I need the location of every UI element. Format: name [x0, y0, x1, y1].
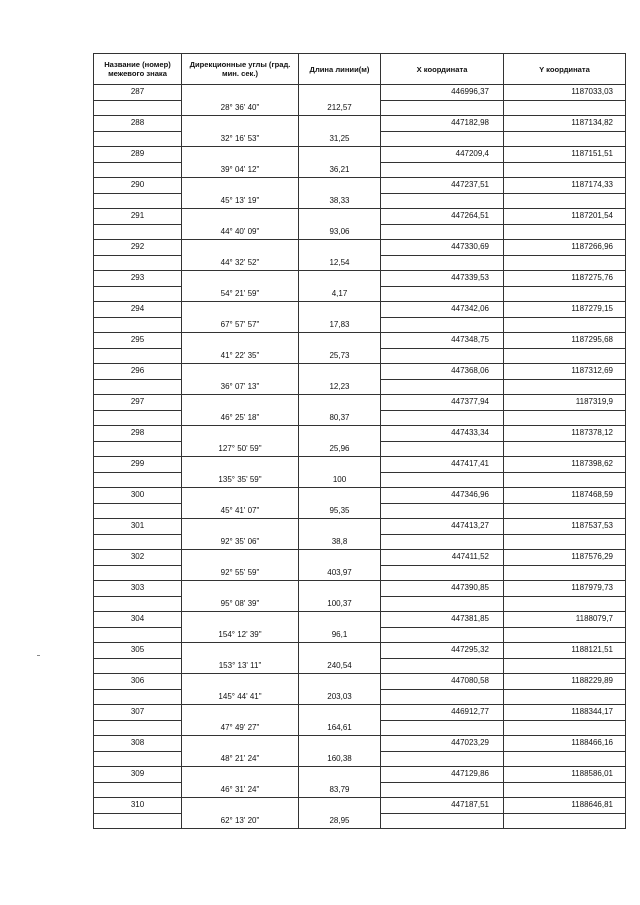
point-name: 302 — [94, 550, 182, 566]
coordinates-table — [93, 53, 626, 829]
name-cell-empty — [94, 596, 182, 612]
segment-row — [94, 658, 626, 674]
line-length: 83,79 — [299, 782, 381, 798]
direction-angle: 62° 13' 20" — [182, 813, 299, 829]
x-cell-empty — [381, 131, 504, 147]
y-cell-empty — [504, 224, 626, 240]
line-length: 96,1 — [299, 627, 381, 643]
line-length: 17,83 — [299, 317, 381, 333]
length-cell-empty — [299, 271, 381, 287]
y-coordinate: 1187576,29 — [504, 550, 626, 566]
line-length: 95,35 — [299, 503, 381, 519]
segment-row — [94, 596, 626, 612]
point-row — [94, 209, 626, 225]
name-cell-empty — [94, 100, 182, 116]
angle-cell-empty — [182, 457, 299, 473]
y-cell-empty — [504, 348, 626, 364]
line-length: 164,61 — [299, 720, 381, 736]
segment-row — [94, 131, 626, 147]
line-length: 212,57 — [299, 100, 381, 116]
point-row — [94, 333, 626, 349]
length-cell-empty — [299, 209, 381, 225]
direction-angle: 46° 31' 24" — [182, 782, 299, 798]
direction-angle: 45° 41' 07" — [182, 503, 299, 519]
point-name: 298 — [94, 426, 182, 442]
line-length: 4,17 — [299, 286, 381, 302]
point-name: 292 — [94, 240, 182, 256]
angle-cell-empty — [182, 519, 299, 535]
table-header-row — [94, 54, 626, 85]
line-length: 28,95 — [299, 813, 381, 829]
segment-row — [94, 534, 626, 550]
name-cell-empty — [94, 410, 182, 426]
angle-cell-empty — [182, 426, 299, 442]
segment-row — [94, 813, 626, 829]
direction-angle: 39° 04' 12" — [182, 162, 299, 178]
direction-angle: 154° 12' 39" — [182, 627, 299, 643]
point-name: 295 — [94, 333, 182, 349]
x-coordinate: 447129,86 — [381, 767, 504, 783]
point-row — [94, 736, 626, 752]
angle-cell-empty — [182, 85, 299, 101]
point-row — [94, 147, 626, 163]
point-name: 296 — [94, 364, 182, 380]
segment-row — [94, 410, 626, 426]
y-cell-empty — [504, 162, 626, 178]
point-row — [94, 674, 626, 690]
angle-cell-empty — [182, 302, 299, 318]
length-cell-empty — [299, 116, 381, 132]
x-coordinate: 447377,94 — [381, 395, 504, 411]
length-cell-empty — [299, 147, 381, 163]
point-row — [94, 116, 626, 132]
segment-row — [94, 348, 626, 364]
angle-cell-empty — [182, 240, 299, 256]
y-coordinate: 1187174,33 — [504, 178, 626, 194]
y-cell-empty — [504, 658, 626, 674]
direction-angle: 36° 07' 13" — [182, 379, 299, 395]
segment-row — [94, 193, 626, 209]
x-coordinate: 447182,98 — [381, 116, 504, 132]
angle-cell-empty — [182, 705, 299, 721]
y-cell-empty — [504, 472, 626, 488]
segment-row — [94, 503, 626, 519]
y-coordinate: 1187319,9 — [504, 395, 626, 411]
y-coordinate: 1188586,01 — [504, 767, 626, 783]
x-coordinate: 447433,34 — [381, 426, 504, 442]
y-coordinate: 1188229,89 — [504, 674, 626, 690]
point-row — [94, 240, 626, 256]
angle-cell-empty — [182, 364, 299, 380]
direction-angle: 92° 35' 06" — [182, 534, 299, 550]
point-row — [94, 519, 626, 535]
x-cell-empty — [381, 379, 504, 395]
direction-angle: 127° 50' 59" — [182, 441, 299, 457]
length-cell-empty — [299, 705, 381, 721]
x-cell-empty — [381, 534, 504, 550]
y-coordinate: 1187378,12 — [504, 426, 626, 442]
header-length: Длина линии(м) — [299, 54, 381, 85]
point-name: 300 — [94, 488, 182, 504]
y-cell-empty — [504, 317, 626, 333]
segment-row — [94, 162, 626, 178]
angle-cell-empty — [182, 736, 299, 752]
x-cell-empty — [381, 348, 504, 364]
x-coordinate: 447339,53 — [381, 271, 504, 287]
point-row — [94, 302, 626, 318]
x-coordinate: 447417,41 — [381, 457, 504, 473]
name-cell-empty — [94, 565, 182, 581]
point-name: 308 — [94, 736, 182, 752]
point-row — [94, 395, 626, 411]
x-coordinate: 447413,27 — [381, 519, 504, 535]
x-coordinate: 446912,77 — [381, 705, 504, 721]
angle-cell-empty — [182, 612, 299, 628]
direction-angle: 54° 21' 59" — [182, 286, 299, 302]
y-coordinate: 1187201,54 — [504, 209, 626, 225]
y-cell-empty — [504, 503, 626, 519]
point-row — [94, 178, 626, 194]
direction-angle: 95° 08' 39" — [182, 596, 299, 612]
x-cell-empty — [381, 193, 504, 209]
x-coordinate: 447346,96 — [381, 488, 504, 504]
y-cell-empty — [504, 441, 626, 457]
line-length: 93,06 — [299, 224, 381, 240]
length-cell-empty — [299, 240, 381, 256]
length-cell-empty — [299, 457, 381, 473]
name-cell-empty — [94, 627, 182, 643]
point-name: 293 — [94, 271, 182, 287]
x-coordinate: 447023,29 — [381, 736, 504, 752]
y-cell-empty — [504, 720, 626, 736]
segment-row — [94, 379, 626, 395]
point-row — [94, 426, 626, 442]
line-length: 80,37 — [299, 410, 381, 426]
name-cell-empty — [94, 286, 182, 302]
y-cell-empty — [504, 131, 626, 147]
length-cell-empty — [299, 643, 381, 659]
segment-row — [94, 472, 626, 488]
point-name: 305 — [94, 643, 182, 659]
angle-cell-empty — [182, 271, 299, 287]
header-name: Название (номер) межевого знака — [94, 54, 182, 85]
point-row — [94, 612, 626, 628]
name-cell-empty — [94, 193, 182, 209]
x-cell-empty — [381, 162, 504, 178]
length-cell-empty — [299, 550, 381, 566]
name-cell-empty — [94, 255, 182, 271]
header-y: Y координата — [504, 54, 626, 85]
y-cell-empty — [504, 565, 626, 581]
point-row — [94, 705, 626, 721]
x-cell-empty — [381, 317, 504, 333]
direction-angle: 28° 36' 40" — [182, 100, 299, 116]
point-name: 290 — [94, 178, 182, 194]
point-name: 299 — [94, 457, 182, 473]
x-coordinate: 447368,06 — [381, 364, 504, 380]
x-cell-empty — [381, 658, 504, 674]
point-name: 306 — [94, 674, 182, 690]
point-name: 309 — [94, 767, 182, 783]
x-coordinate: 447381,85 — [381, 612, 504, 628]
name-cell-empty — [94, 751, 182, 767]
segment-row — [94, 565, 626, 581]
point-name: 303 — [94, 581, 182, 597]
x-coordinate: 447342,06 — [381, 302, 504, 318]
x-coordinate: 447209,4 — [381, 147, 504, 163]
y-cell-empty — [504, 596, 626, 612]
name-cell-empty — [94, 441, 182, 457]
x-cell-empty — [381, 255, 504, 271]
length-cell-empty — [299, 488, 381, 504]
angle-cell-empty — [182, 178, 299, 194]
segment-row — [94, 782, 626, 798]
point-name: 304 — [94, 612, 182, 628]
y-cell-empty — [504, 410, 626, 426]
y-coordinate: 1188121,51 — [504, 643, 626, 659]
point-row — [94, 85, 626, 101]
length-cell-empty — [299, 581, 381, 597]
x-coordinate: 447295,32 — [381, 643, 504, 659]
angle-cell-empty — [182, 395, 299, 411]
direction-angle: 135° 35' 59" — [182, 472, 299, 488]
length-cell-empty — [299, 612, 381, 628]
name-cell-empty — [94, 131, 182, 147]
y-coordinate: 1187266,96 — [504, 240, 626, 256]
name-cell-empty — [94, 472, 182, 488]
direction-angle: 46° 25' 18" — [182, 410, 299, 426]
name-cell-empty — [94, 317, 182, 333]
direction-angle: 67° 57' 57" — [182, 317, 299, 333]
y-coordinate: 1187398,62 — [504, 457, 626, 473]
x-coordinate: 447330,69 — [381, 240, 504, 256]
length-cell-empty — [299, 519, 381, 535]
x-cell-empty — [381, 751, 504, 767]
name-cell-empty — [94, 689, 182, 705]
x-cell-empty — [381, 813, 504, 829]
x-cell-empty — [381, 286, 504, 302]
x-cell-empty — [381, 410, 504, 426]
name-cell-empty — [94, 503, 182, 519]
line-length: 12,54 — [299, 255, 381, 271]
direction-angle: 48° 21' 24" — [182, 751, 299, 767]
line-length: 36,21 — [299, 162, 381, 178]
y-coordinate: 1188466,16 — [504, 736, 626, 752]
y-cell-empty — [504, 379, 626, 395]
name-cell-empty — [94, 813, 182, 829]
name-cell-empty — [94, 782, 182, 798]
angle-cell-empty — [182, 581, 299, 597]
length-cell-empty — [299, 395, 381, 411]
segment-row — [94, 689, 626, 705]
segment-row — [94, 317, 626, 333]
angle-cell-empty — [182, 488, 299, 504]
angle-cell-empty — [182, 147, 299, 163]
length-cell-empty — [299, 798, 381, 814]
x-coordinate: 447187,51 — [381, 798, 504, 814]
line-length: 12,23 — [299, 379, 381, 395]
name-cell-empty — [94, 224, 182, 240]
angle-cell-empty — [182, 209, 299, 225]
y-cell-empty — [504, 193, 626, 209]
x-coordinate: 447411,52 — [381, 550, 504, 566]
point-name: 307 — [94, 705, 182, 721]
line-length: 31,25 — [299, 131, 381, 147]
x-cell-empty — [381, 627, 504, 643]
header-x: X координата — [381, 54, 504, 85]
point-row — [94, 798, 626, 814]
angle-cell-empty — [182, 798, 299, 814]
y-coordinate: 1187468,59 — [504, 488, 626, 504]
x-cell-empty — [381, 565, 504, 581]
direction-angle: 47° 49' 27" — [182, 720, 299, 736]
segment-row — [94, 720, 626, 736]
point-name: 301 — [94, 519, 182, 535]
x-coordinate: 447080,58 — [381, 674, 504, 690]
segment-row — [94, 751, 626, 767]
segment-row — [94, 286, 626, 302]
length-cell-empty — [299, 767, 381, 783]
direction-angle: 45° 13' 19" — [182, 193, 299, 209]
x-cell-empty — [381, 100, 504, 116]
point-name: 294 — [94, 302, 182, 318]
table-body — [94, 85, 626, 829]
angle-cell-empty — [182, 550, 299, 566]
x-coordinate: 447390,85 — [381, 581, 504, 597]
angle-cell-empty — [182, 333, 299, 349]
y-coordinate: 1187537,53 — [504, 519, 626, 535]
length-cell-empty — [299, 364, 381, 380]
direction-angle: 41° 22' 35" — [182, 348, 299, 364]
angle-cell-empty — [182, 674, 299, 690]
name-cell-empty — [94, 534, 182, 550]
x-cell-empty — [381, 689, 504, 705]
line-length: 403,97 — [299, 565, 381, 581]
point-row — [94, 271, 626, 287]
y-cell-empty — [504, 813, 626, 829]
line-length: 38,33 — [299, 193, 381, 209]
y-cell-empty — [504, 286, 626, 302]
y-cell-empty — [504, 751, 626, 767]
y-coordinate: 1187134,82 — [504, 116, 626, 132]
point-row — [94, 364, 626, 380]
x-cell-empty — [381, 596, 504, 612]
y-coordinate: 1187033,03 — [504, 85, 626, 101]
length-cell-empty — [299, 302, 381, 318]
y-coordinate: 1187312,69 — [504, 364, 626, 380]
y-coordinate: 1187279,15 — [504, 302, 626, 318]
point-row — [94, 581, 626, 597]
y-cell-empty — [504, 100, 626, 116]
point-name: 291 — [94, 209, 182, 225]
x-coordinate: 447348,75 — [381, 333, 504, 349]
y-coordinate: 1187295,68 — [504, 333, 626, 349]
line-length: 100 — [299, 472, 381, 488]
point-row — [94, 457, 626, 473]
y-cell-empty — [504, 782, 626, 798]
direction-angle: 44° 32' 52" — [182, 255, 299, 271]
y-cell-empty — [504, 534, 626, 550]
length-cell-empty — [299, 85, 381, 101]
point-row — [94, 767, 626, 783]
name-cell-empty — [94, 658, 182, 674]
point-name: 288 — [94, 116, 182, 132]
x-coordinate: 447237,51 — [381, 178, 504, 194]
x-cell-empty — [381, 472, 504, 488]
length-cell-empty — [299, 178, 381, 194]
point-name: 297 — [94, 395, 182, 411]
direction-angle: 44° 40' 09" — [182, 224, 299, 240]
line-length: 38,8 — [299, 534, 381, 550]
name-cell-empty — [94, 379, 182, 395]
point-row — [94, 550, 626, 566]
angle-cell-empty — [182, 643, 299, 659]
x-cell-empty — [381, 720, 504, 736]
y-coordinate: 1188344,17 — [504, 705, 626, 721]
header-angle: Дирекционные углы (град. мин. сек.) — [182, 54, 299, 85]
y-coordinate: 1187979,73 — [504, 581, 626, 597]
segment-row — [94, 627, 626, 643]
segment-row — [94, 255, 626, 271]
x-cell-empty — [381, 503, 504, 519]
angle-cell-empty — [182, 767, 299, 783]
name-cell-empty — [94, 720, 182, 736]
scan-speck — [37, 655, 40, 656]
length-cell-empty — [299, 333, 381, 349]
point-row — [94, 643, 626, 659]
length-cell-empty — [299, 674, 381, 690]
x-cell-empty — [381, 441, 504, 457]
name-cell-empty — [94, 162, 182, 178]
point-name: 287 — [94, 85, 182, 101]
point-row — [94, 488, 626, 504]
x-coordinate: 446996,37 — [381, 85, 504, 101]
name-cell-empty — [94, 348, 182, 364]
y-coordinate: 1187151,51 — [504, 147, 626, 163]
x-cell-empty — [381, 224, 504, 240]
length-cell-empty — [299, 736, 381, 752]
direction-angle: 153° 13' 11" — [182, 658, 299, 674]
x-cell-empty — [381, 782, 504, 798]
y-cell-empty — [504, 627, 626, 643]
length-cell-empty — [299, 426, 381, 442]
line-length: 203,03 — [299, 689, 381, 705]
direction-angle: 32° 16' 53" — [182, 131, 299, 147]
segment-row — [94, 100, 626, 116]
line-length: 25,73 — [299, 348, 381, 364]
y-coordinate: 1188646,81 — [504, 798, 626, 814]
segment-row — [94, 224, 626, 240]
direction-angle: 92° 55' 59" — [182, 565, 299, 581]
line-length: 160,38 — [299, 751, 381, 767]
y-coordinate: 1187275,76 — [504, 271, 626, 287]
angle-cell-empty — [182, 116, 299, 132]
segment-row — [94, 441, 626, 457]
y-cell-empty — [504, 255, 626, 271]
y-coordinate: 1188079,7 — [504, 612, 626, 628]
direction-angle: 145° 44' 41" — [182, 689, 299, 705]
y-cell-empty — [504, 689, 626, 705]
line-length: 100,37 — [299, 596, 381, 612]
point-name: 289 — [94, 147, 182, 163]
point-name: 310 — [94, 798, 182, 814]
line-length: 240,54 — [299, 658, 381, 674]
line-length: 25,96 — [299, 441, 381, 457]
x-coordinate: 447264,51 — [381, 209, 504, 225]
